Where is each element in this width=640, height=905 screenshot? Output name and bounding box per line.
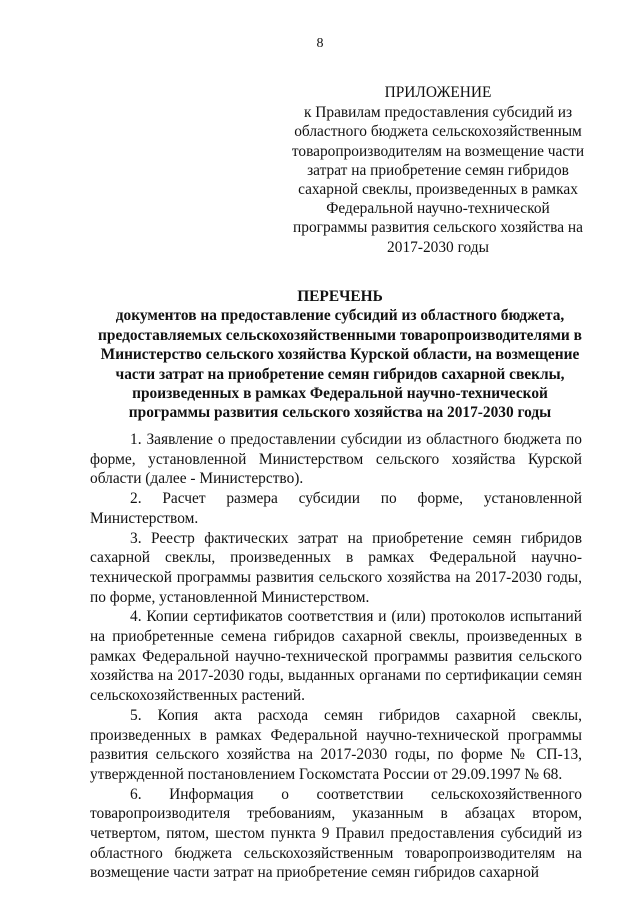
appendix-line: затрат на приобретение семян гибридов bbox=[307, 161, 569, 179]
appendix-line: 2017-2030 годы bbox=[387, 238, 489, 256]
title-line: произведенных в рамках Федеральной научно-технической bbox=[132, 385, 548, 403]
list-item: 5. Копия акта расхода семян гибридов сахарной свеклы, произведенных в рамках Федеральной научно-технической программы развития сельского хозяйства на 2017-2030 годы, по форме № СП-13, утвержденной постановлением Госкомстата России от 29.09.1997 № 68. bbox=[90, 706, 582, 783]
appendix-line: сахарной свеклы, произведенных в рамках bbox=[298, 181, 578, 199]
title-line: программы развития сельского хозяйства на 2017-2030 годы bbox=[128, 404, 552, 422]
title-line: части затрат на приобретение семян гибридов сахарной свеклы, bbox=[115, 365, 565, 383]
list-item: 3. Реестр фактических затрат на приобретение семян гибридов сахарной свеклы, произведенных в рамках Федеральной научно-технической программы развития сельского хозяйства на 2017-2030 годы, по форме, установленной Министерством. bbox=[90, 529, 582, 606]
appendix-line: к Правилам предоставления субсидий из bbox=[303, 104, 573, 122]
title-line: Министерство сельского хозяйства Курской области, на возмещение bbox=[100, 346, 580, 364]
list-item: 6. Информация о соответствии сельскохозяйственного товаропроизводителя требованиям, указанным в абзацах втором, четвертом, пятом, шестом пункта 9 Правил предоставления субсидий из областного бюджета сельскохозяйственным товаропроизводителям на возмещение части затрат на приобретение семян гибридов сахарной bbox=[90, 785, 582, 882]
document-list bbox=[90, 430, 582, 883]
list-item: 2. Расчет размера субсидии по форме, установленной Министерством. bbox=[90, 490, 582, 527]
page-number: 8 bbox=[316, 36, 324, 51]
title-line: предоставляемых сельскохозяйственными товаропроизводителями в bbox=[98, 326, 582, 344]
appendix-line: Федеральной научно-технической bbox=[326, 200, 550, 218]
appendix-line: областного бюджета сельскохозяйственным bbox=[294, 123, 582, 141]
list-item: 1. Заявление о предоставлении субсидии из областного бюджета по форме, установленной Министерством сельского хозяйства Курской области (далее - Министерство). bbox=[90, 431, 582, 488]
title-line: документов на предоставление субсидий из областного бюджета, bbox=[115, 307, 565, 325]
appendix-heading: ПРИЛОЖЕНИЕ bbox=[384, 84, 492, 101]
document-title-block bbox=[80, 287, 600, 423]
list-item: 4. Копии сертификатов соответствия и (или) протоколов испытаний на приобретенные семена гибридов сахарной свеклы, произведенных в рамках Федеральной научно-технической программы развития сельского хозяйства на 2017-2030 годы, выданных органами по сертификации семян сельскохозяйственных растений. bbox=[90, 608, 582, 705]
document-title: ПЕРЕЧЕНЬ bbox=[297, 288, 383, 305]
appendix-block bbox=[288, 83, 588, 257]
appendix-line: программы развития сельского хозяйства на bbox=[293, 219, 583, 237]
appendix-line: товаропроизводителям на возмещение части bbox=[291, 142, 585, 160]
